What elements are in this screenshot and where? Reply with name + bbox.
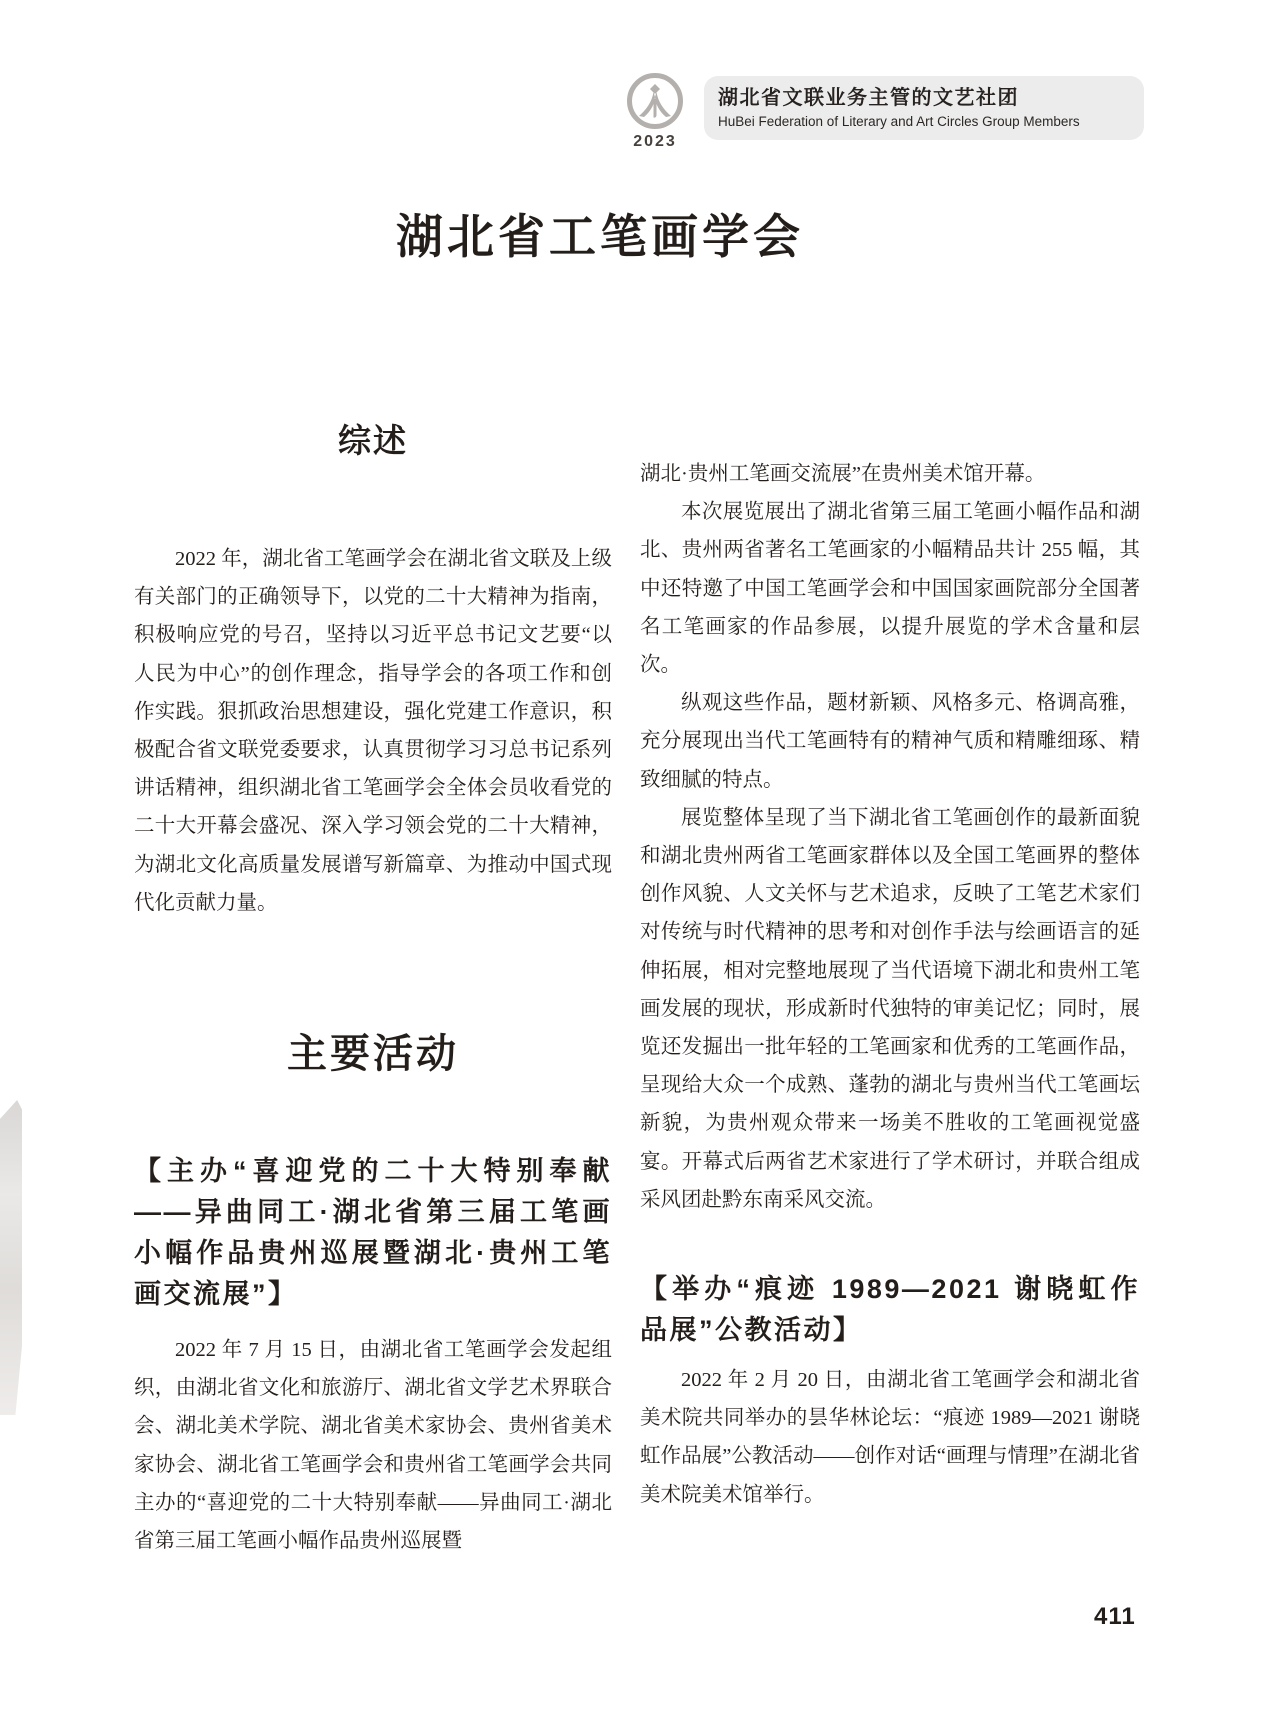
federation-logo [620, 72, 690, 151]
exhibition-paragraph: 本次展览展出了湖北省第三届工笔画小幅作品和湖北、贵州两省著名工笔画家的小幅精品共计 255 幅，其中还特邀了中国工笔画学会和中国国家画院部分全国著名工笔画家的作品参展，以提升展览的学术含量和层次。 [640, 501, 1140, 677]
page-title: 湖北省工笔画学会 [396, 212, 804, 264]
exhibition-summary-paragraph: 展览整体呈现了当下湖北省工笔画创作的最新面貌和湖北贵州两省工笔画家群体以及全国工笔画界的整体创作风貌、人文关怀与艺术追求，反映了工笔艺术家们对传统与时代精神的思考和对创作手法与绘画语言的延伸拓展，相对完整地展现了当代语境下湖北和贵州工笔画发展的现状，形成新时代独特的审美记忆；同时，展览还发掘出一批年轻的工笔画家和优秀的工笔画作品，呈现给大众一个成熟、蓬勃的湖北与贵州当代工笔画坛新貌，为贵州观众带来一场美不胜收的工笔画视觉盛宴。开幕式后两省艺术家进行了学术研讨，并联合组成采风团赴黔东南采风交流。 [640, 806, 1140, 1211]
banner-title-zh: 湖北省文联业务主管的文艺社团 [718, 87, 1019, 109]
activity1-title: 【主办“喜迎党的二十大特别奉献——异曲同工·湖北省第三届工笔画小幅作品贵州巡展暨湖北·贵州工笔画交流展”】 [134, 1156, 612, 1310]
activity1-paragraph-continued: 湖北·贵州工笔画交流展”在贵州美术馆开幕。 [640, 463, 1046, 485]
logo-year: 2023 [633, 133, 677, 150]
works-style-paragraph: 纵观这些作品，题材新颖、风格多元、格调高雅，充分展现出当代工笔画特有的精神气质和精雕细琢、精致细腻的特点。 [640, 692, 1140, 791]
page-number: 411 [1094, 1603, 1136, 1630]
header-banner [704, 76, 1144, 140]
left-column [134, 418, 612, 1560]
overview-heading: 综述 [338, 422, 408, 459]
activity2-paragraph: 2022 年 2 月 20 日，由湖北省工笔画学会和湖北省美术院共同举办的昙华林论坛：“痕迹 1989—2021 谢晓虹作品展”公教活动——创作对话“画理与情理”在湖北省美术院美术馆举行。 [640, 1369, 1140, 1506]
right-column [640, 455, 1140, 1514]
overview-paragraph: 2022 年，湖北省工笔画学会在湖北省文联及上级有关部门的正确领导下，以党的二十大精神为指南，积极响应党的号召，坚持以习近平总书记文艺要“以人民为中心”的创作理念，指导学会的各项工作和创作实践。狠抓政治思想建设，强化党建工作意识，积极配合省文联党委要求，认真贯彻学习习总书记系列讲话精神，组织湖北省工笔画学会全体会员收看党的二十大开幕会盛况、深入学习领会党的二十大精神，为湖北文化高质量发展谱写新篇章、为推动中国式现代化贡献力量。 [134, 548, 612, 914]
activity2-title: 【举办“痕迹 1989—2021 谢晓虹作品展”公教活动】 [640, 1274, 1140, 1346]
left-edge-artwork [0, 1100, 22, 1415]
federation-logo-icon [626, 72, 684, 130]
activity1-paragraph: 2022 年 7 月 15 日，由湖北省工笔画学会发起组织，由湖北省文化和旅游厅、湖北省文学艺术界联合会、湖北美术学院、湖北省美术家协会、贵州省美术家协会、湖北省工笔画学会和贵州省工笔画学会共同主办的“喜迎党的二十大特别奉献——异曲同工·湖北省第三届工笔画小幅作品贵州巡展暨 [134, 1339, 612, 1553]
banner-title-en: HuBei Federation of Literary and Art Circles Group Members [718, 114, 1080, 129]
activities-heading: 主要活动 [287, 1032, 459, 1077]
